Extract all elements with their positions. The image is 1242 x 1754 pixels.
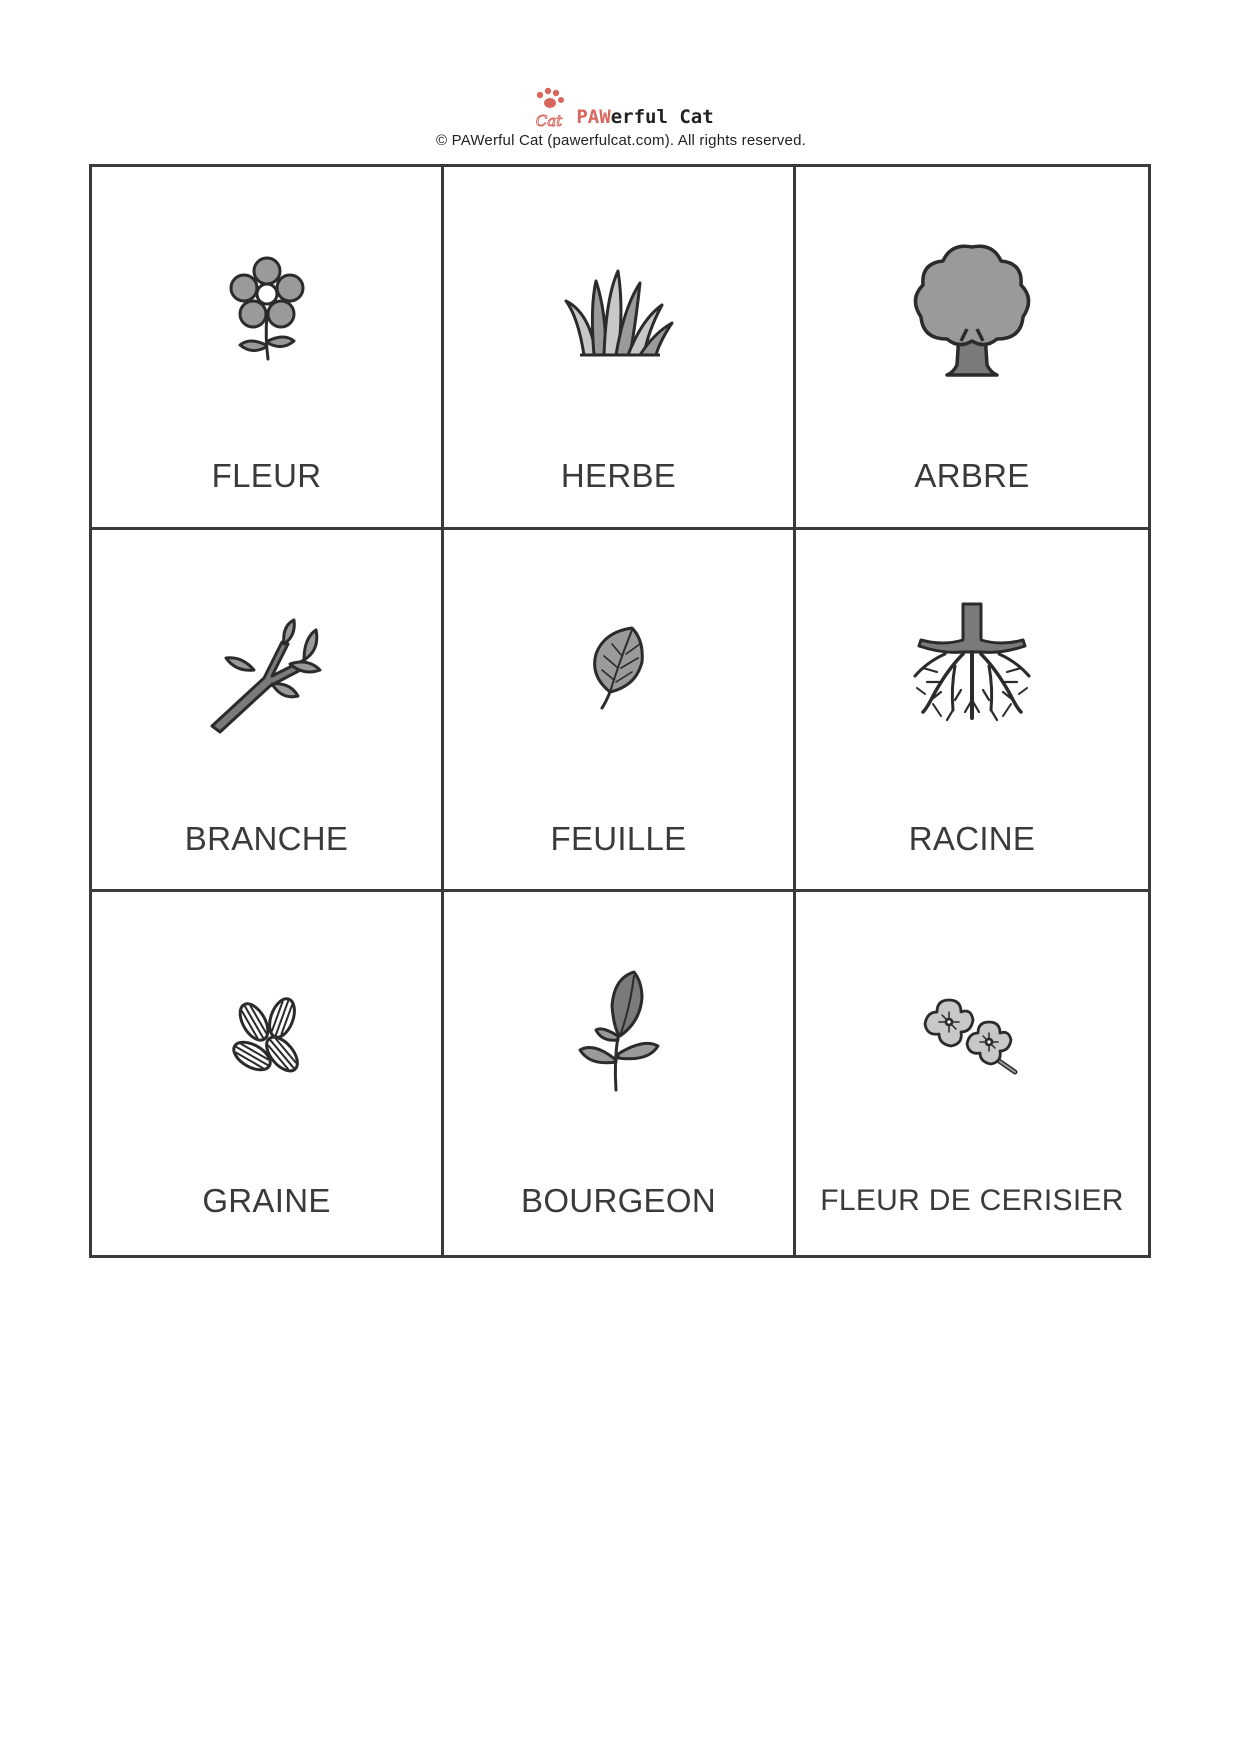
brand-name-part2: erful Cat <box>610 106 714 128</box>
card-bourgeon <box>444 892 796 1255</box>
grass-icon <box>544 237 694 387</box>
seeds-icon <box>192 962 342 1112</box>
card-label: ARBRE <box>914 457 1030 494</box>
card-label: HERBE <box>560 457 677 494</box>
card-label: RACINE <box>908 819 1036 857</box>
card-graine <box>92 892 444 1255</box>
tree-icon <box>897 237 1047 387</box>
svg-text:Cat: Cat <box>536 112 563 130</box>
brand-name <box>576 106 713 130</box>
root-icon <box>897 600 1047 750</box>
card-label: FEUILLE <box>550 819 687 857</box>
branch-icon <box>192 600 342 750</box>
page-header <box>0 86 1242 149</box>
brand-name-part1: PAW <box>576 106 611 128</box>
cherry-blossom-icon <box>897 962 1047 1112</box>
bud-icon <box>544 962 694 1112</box>
card-label: GRAINE <box>202 1182 331 1220</box>
card-label: FLEUR <box>211 457 322 494</box>
card-label: FLEUR DE CERISIER <box>820 1184 1124 1218</box>
card-herbe <box>444 167 796 530</box>
copyright-notice: © PAWerful Cat (pawerfulcat.com). All rights reserved. <box>435 132 807 149</box>
card-feuille <box>444 530 796 893</box>
card-fleur <box>92 167 444 530</box>
brand <box>0 86 1242 130</box>
paw-cat-logo <box>528 86 572 130</box>
leaf-icon <box>544 600 694 750</box>
vocabulary-card-grid <box>89 164 1151 1258</box>
card-branche <box>92 530 444 893</box>
card-label: BOURGEON <box>521 1182 716 1220</box>
card-label: BRANCHE <box>184 819 349 857</box>
card-arbre <box>796 167 1148 530</box>
card-fleur-de-cerisier <box>796 892 1148 1255</box>
card-racine <box>796 530 1148 893</box>
flower-icon <box>192 237 342 387</box>
